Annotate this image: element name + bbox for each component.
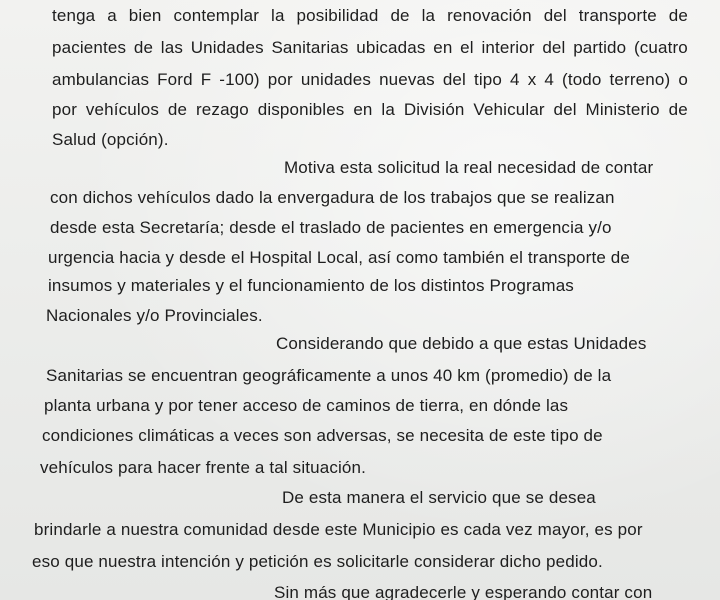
word: en	[353, 100, 373, 119]
word: Unidades	[190, 38, 264, 57]
word: las	[160, 38, 183, 57]
text-line	[52, 100, 688, 120]
text-line: urgencia hacia y desde el Hospital Local, así como también el transporte de	[48, 248, 631, 267]
word: partido	[573, 38, 627, 57]
word: en	[433, 38, 453, 57]
word: a	[107, 6, 117, 25]
word: de	[668, 100, 688, 119]
text-line: con dichos vehículos dado la envergadura de los trabajos que se realizan	[50, 188, 615, 207]
word: la	[421, 6, 436, 25]
word: Ford	[157, 70, 193, 89]
text-line: eso que nuestra intención y petición es solicitarle considerar dicho pedido.	[32, 552, 603, 571]
word: Vehicular	[473, 100, 545, 119]
word: contemplar	[173, 6, 260, 25]
word: ambulancias	[52, 70, 150, 89]
word: por	[52, 100, 78, 119]
word: 4	[544, 70, 554, 89]
text-line: planta urbana y por tener acceso de caminos de tierra, en dónde las	[44, 396, 569, 415]
word: por	[267, 70, 293, 89]
text-line: Sanitarias se encuentran geográficamente a unos 40 km (promedio) de la	[46, 366, 612, 385]
text-line: insumos y materiales y el funcionamiento de los distintos Programas	[48, 276, 574, 295]
text-line: vehículos para hacer frente a tal situación.	[40, 458, 367, 477]
word: el	[460, 38, 474, 57]
word: posibilidad	[296, 6, 379, 25]
word: Sanitarias	[271, 38, 349, 57]
word: División	[403, 100, 465, 119]
word: (cuatro	[633, 38, 688, 57]
word: bien	[128, 6, 162, 25]
word: la	[381, 100, 395, 119]
word: transporte	[578, 6, 657, 25]
text-line	[52, 70, 688, 90]
word: del	[542, 38, 566, 57]
word: F	[200, 70, 212, 89]
word: Ministerio	[585, 100, 660, 119]
word: unidades	[300, 70, 372, 89]
text-line: desde esta Secretaría; desde el traslado de pacientes en emergencia y/o	[50, 218, 612, 237]
word: del	[553, 100, 577, 119]
text-line: Sin más que agradecerle y esperando contar con	[274, 583, 653, 600]
text-line: Motiva esta solicitud la real necesidad de contar	[284, 158, 654, 177]
word: tipo	[474, 70, 503, 89]
text-line: Considerando que debido a que estas Unidades	[276, 334, 647, 353]
text-line: De esta manera el servicio que se desea	[282, 488, 596, 507]
word: de	[167, 100, 188, 119]
text-line: condiciones climáticas a veces son adversas, se necesita de este tipo de	[42, 426, 603, 445]
word: de	[390, 6, 410, 25]
word: 4	[510, 70, 520, 89]
word: o	[678, 70, 688, 89]
word: disponibles	[257, 100, 345, 119]
word: de	[133, 38, 154, 57]
word: tenga	[52, 6, 96, 25]
word: interior	[481, 38, 535, 57]
word: nuevas	[379, 70, 435, 89]
word: (todo	[562, 70, 602, 89]
word: del	[543, 6, 567, 25]
text-line	[52, 38, 688, 58]
word: -100)	[219, 70, 260, 89]
word: del	[442, 70, 466, 89]
text-line	[52, 6, 688, 26]
word: rezago	[196, 100, 249, 119]
word: de	[668, 6, 688, 25]
text-line: Nacionales y/o Provinciales.	[46, 306, 263, 325]
word: vehículos	[85, 100, 160, 119]
word: terreno)	[609, 70, 671, 89]
word: renovación	[447, 6, 532, 25]
word: x	[527, 70, 537, 89]
word: la	[271, 6, 285, 25]
word: ubicadas	[356, 38, 426, 57]
text-line: Salud (opción).	[52, 130, 169, 149]
word: pacientes	[52, 38, 127, 57]
text-line: brindarle a nuestra comunidad desde este Municipio es cada vez mayor, es por	[34, 520, 643, 539]
